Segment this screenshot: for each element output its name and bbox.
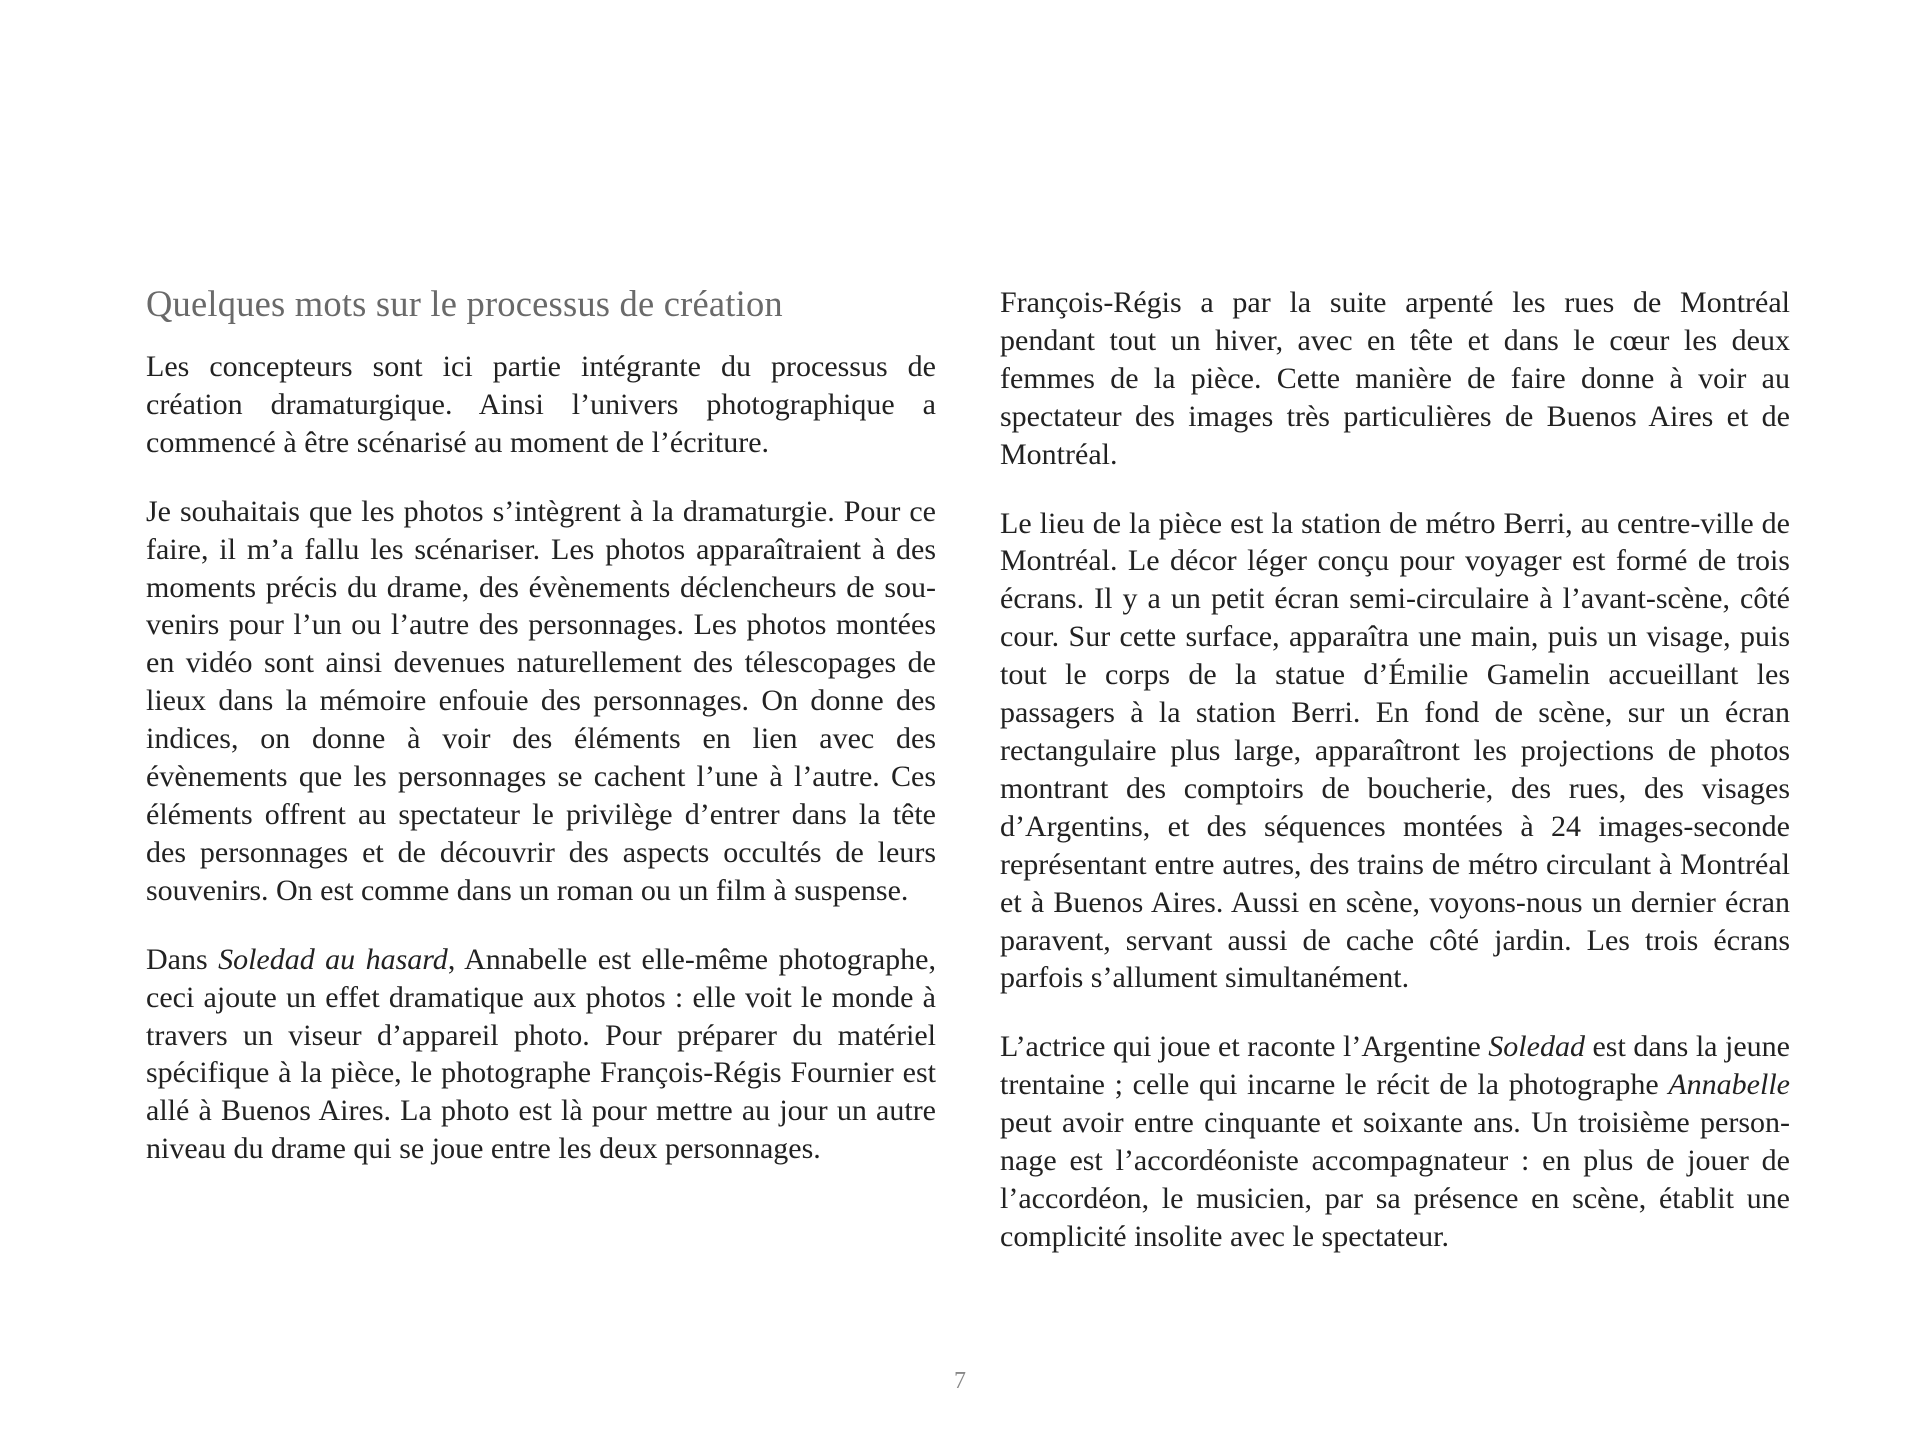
text-run: peut avoir entre cinquante et soixante ans. Un troisième personnage est l’accordéoniste accompagnateur : en plus de jouer de l’accordéon, le musicien, par sa présence en scène, établit une complicité insolite avec le spectateur. [1000, 1106, 1790, 1253]
page-number: 7 [954, 1368, 966, 1394]
character-name-soledad: Soledad [1488, 1030, 1585, 1064]
play-title: Soledad au hasard [218, 942, 448, 976]
paragraph-concepteurs: Les concepteurs sont ici partie intégrante du processus de création dramaturgique. Ainsi l’univers photographique a commencé à être scénarisé au moment de l’écriture. [146, 350, 936, 459]
text-run: Dans [146, 942, 219, 976]
text-run: , Annabelle est elle-même photographe, ceci ajoute un effet dramatique aux photos : elle voit le monde à travers un viseur d’appareil photo. Pour préparer du matériel spécifique à la pièce, le photographe François-Régis Fournier est allé à Buenos Aires. La photo est là pour mettre au jour un autre niveau du drame qui se joue entre les deux personnages. [146, 942, 936, 1166]
text-run: est dans la jeune trentaine ; celle qui incarne le récit de la photographe [1000, 1030, 1790, 1102]
paragraph-francois-regis: François-Régis a par la suite arpenté les rues de Montréal pendant tout un hiver, avec en tête et dans le cœur les deux femmes de la pièce. Cette manière de faire donne à voir au spectateur des images très particulières de Buenos Aires et de Montréal. [1000, 286, 1790, 471]
paragraph-photos-dramaturgie: Je souhaitais que les photos s’intègrent à la dramaturgie. Pour ce faire, il m’a fallu les scénariser. Les photos apparaîtraient à des moments précis du drame, des évènements déclencheurs de souvenirs pour l’un ou l’autre des personnages. Les photos montées en vidéo sont ainsi devenues naturellement des télescopages de lieux dans la mémoire enfouie des personnages. On donne des indices, on donne à voir des éléments en lien avec des évènements que les personnages se cachent l’une à l’autre. Ces éléments offrent au spectateur le privilège d’entrer dans la tête des personnages et de découvrir des aspects occultés de leurs souvenirs. On est comme dans un roman ou un film à suspense. [146, 494, 936, 907]
paragraph-soledad-au-hasard [146, 941, 936, 1168]
left-column [146, 282, 936, 1199]
paragraph-lieu-piece: Le lieu de la pièce est la station de métro Berri, au centre-ville de Montréal. Le décor léger conçu pour voyager est formé de trois écrans. Il y a un petit écran semi-circulaire à l’avant-scène, côté cour. Sur cette surface, apparaîtra une main, puis un visage, puis tout le corps de la statue d’Émilie Gamelin accueillant les passagers à la station Berri. En fond de scène, sur un écran rectangulaire plus large, apparaîtront les projections de photos montrant des comptoirs de boucherie, des rues, des visages d’Argentins, et des séquences montées à 24 images-seconde représentant entre autres, des trains de métro circulant à Montréal et à Buenos Aires. Aussi en scène, voyons-nous un dernier écran paravent, servant aussi de cache côté jardin. Les trois écrans parfois s’allument simultanément. [1000, 506, 1790, 995]
text-run: L’actrice qui joue et raconte l’Argentine [1000, 1030, 1489, 1064]
character-name-annabelle: Annabelle [1668, 1068, 1790, 1102]
right-column [1000, 284, 1790, 1287]
paragraph-actrices [1000, 1028, 1790, 1255]
section-heading: Quelques mots sur le processus de création [146, 283, 783, 324]
